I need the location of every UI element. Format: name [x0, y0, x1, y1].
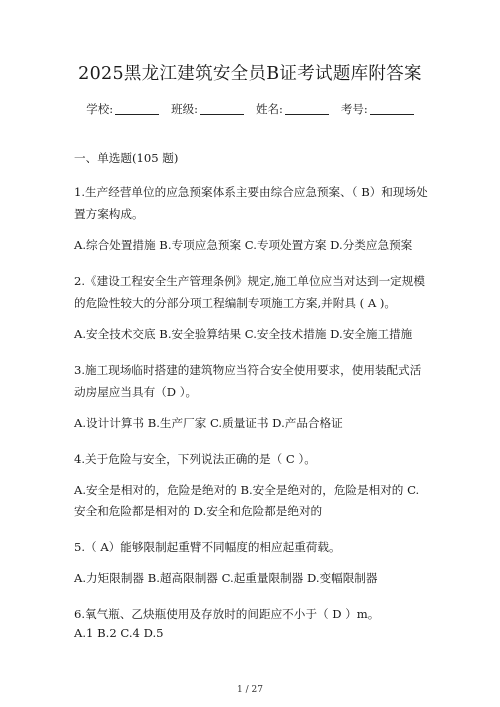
question-options: A.综合处置措施 B.专项应急预案 C.专项处置方案 D.分类应急预案 [74, 238, 413, 252]
class-field [171, 101, 244, 117]
section-heading: 一、单选题(105 题) [74, 151, 179, 165]
school-blank [115, 113, 159, 115]
student-info-row [72, 101, 428, 117]
exam-number-label: 考号: [340, 102, 368, 116]
question-text: 3.施工现场临时搭建的建筑物应当符合安全使用要求，使用装配式活动房屋应当具有（D ）。 [74, 363, 422, 399]
question-options: A.安全是相对的，危险是绝对的 B.安全是绝对的，危险是相对的 C.安全和危险都是相对的 D.安全和危险都是绝对的 [74, 483, 420, 518]
name-blank [285, 113, 329, 115]
question-options: A.1 B.2 C.4 D.5 [74, 626, 164, 640]
question-text: 4.关于危险与安全，下列说法正确的是（ C ）。 [74, 452, 316, 466]
class-label: 班级: [171, 102, 198, 116]
question-text: 1.生产经营单位的应急预案体系主要由综合应急预案、（ B）和现场处置方案构成。 [74, 185, 428, 221]
exam-number-field [341, 101, 414, 117]
question-options: A.力矩限制器 B.超高限制器 C.起重量限制器 D.变幅限制器 [74, 571, 378, 585]
question-list [74, 150, 430, 641]
name-label: 姓名: [256, 102, 283, 116]
exam-number-blank [370, 113, 414, 115]
school-field [86, 101, 159, 117]
question-options: A.设计计算书 B.生产厂家 C.质量证书 D.产品合格证 [74, 416, 343, 430]
question-options: A.安全技术交底 B.安全验算结果 C.安全技术措施 D.安全施工措施 [74, 327, 413, 341]
page-number: 1 / 27 [237, 685, 263, 695]
question-text: 2.《建设工程安全生产管理条例》规定,施工单位应当对达到一定规模的危险性较大的分部分项工程编制专项施工方案,并附具 ( A )。 [74, 274, 425, 310]
school-label: 学校: [86, 102, 114, 116]
question-text: 6.氧气瓶、乙炔瓶使用及存放时的间距应不小于（ D ）m。 [74, 607, 380, 621]
document-title: 2025黑龙江建筑安全员B证考试题库附答案 [78, 64, 422, 84]
question-text: 5.（ A）能够限制起重臂不同幅度的相应起重荷载。 [74, 540, 341, 554]
class-blank [200, 113, 244, 115]
name-field [256, 101, 329, 117]
